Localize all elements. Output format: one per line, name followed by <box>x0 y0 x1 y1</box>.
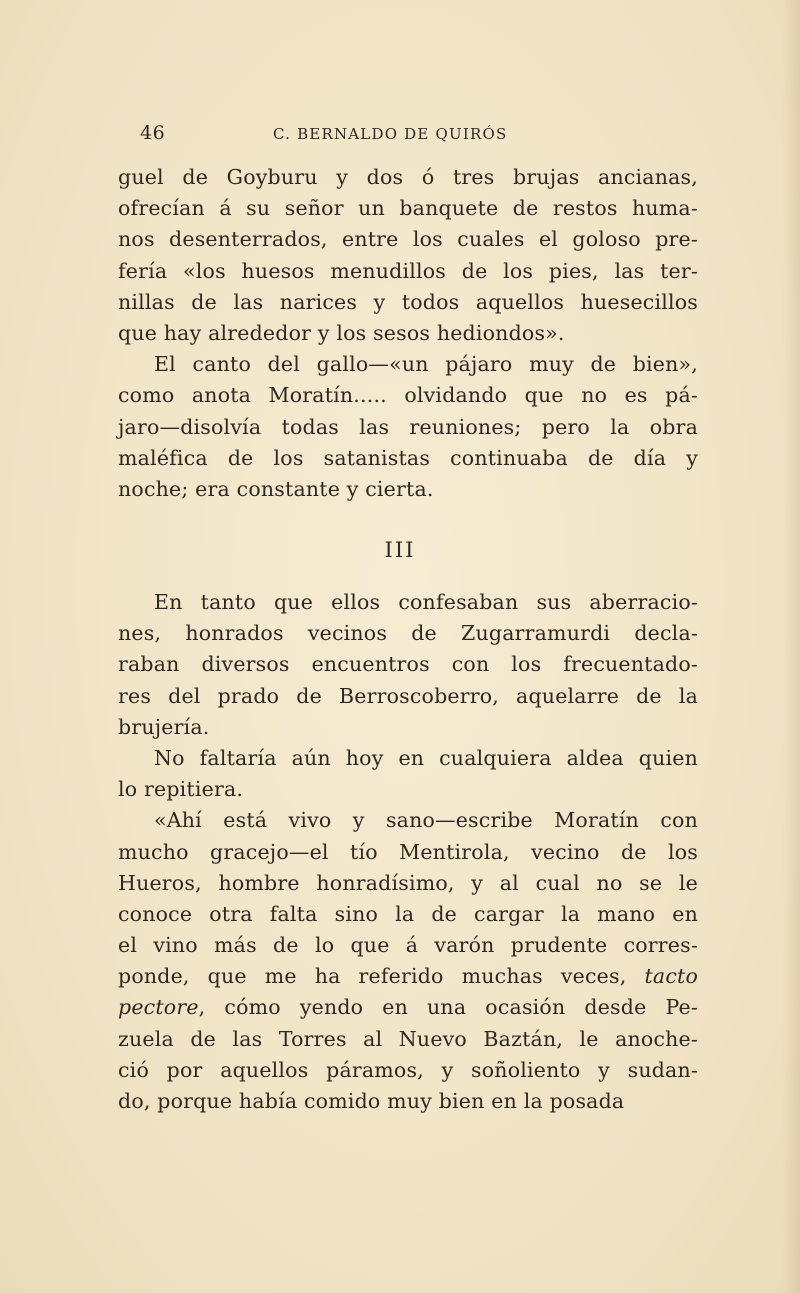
text-line: fería «los huesos menudillos de los pies, las ter- <box>118 258 698 283</box>
page-header <box>140 122 700 146</box>
text-block-1 <box>118 162 698 505</box>
italic-phrase: tacto <box>644 964 698 989</box>
text-line: El canto del gallo—«un pájaro muy de bien», <box>154 352 698 377</box>
text-line-with-italic <box>118 961 698 992</box>
text-line: mucho gracejo—el tío Mentirola, vecino de los <box>118 839 698 864</box>
text-line: ofrecían á su señor un banquete de restos huma- <box>118 196 698 221</box>
text-line: nillas de las narices y todos aquellos huesecillos <box>118 289 698 314</box>
text-line: nes, honrados vecinos de Zugarramurdi decla- <box>118 621 698 646</box>
section-heading: III <box>384 538 416 562</box>
text-line: res del prado de Berroscoberro, aquelarre de la <box>118 683 698 708</box>
text-line: noche; era constante y cierta. <box>118 476 434 501</box>
page-edge-shadow <box>782 0 800 1293</box>
text-line: ció por aquellos páramos, y soñoliento y sudan- <box>118 1057 698 1082</box>
text-block-2 <box>118 587 698 1117</box>
running-head: C. BERNALDO DE QUIRÓS <box>273 125 508 143</box>
text-line: como anota Moratín..... olvidando que no es pá- <box>118 383 698 408</box>
text-line-with-italic <box>118 992 698 1023</box>
text-line: jaro—disolvía todas las reuniones; pero la obra <box>118 414 698 439</box>
text-line: do, porque había comido muy bien en la posada <box>118 1089 625 1113</box>
text-line: En tanto que ellos confesaban sus aberracio- <box>154 590 698 614</box>
text-segment: ponde, que me ha referido muchas veces, <box>118 964 627 989</box>
page-number: 46 <box>140 122 166 144</box>
text-line: guel de Goyburu y dos ó tres brujas ancianas, <box>118 165 698 189</box>
text-line: Hueros, hombre honradísimo, y al cual no se le <box>118 870 698 895</box>
text-line: «Ahí está vivo y sano—escribe Moratín con <box>154 808 698 833</box>
text-line: que hay alrededor y los sesos hediondos». <box>118 320 565 345</box>
text-line: zuela de las Torres al Nuevo Baztán, le anoche- <box>118 1026 698 1051</box>
text-line: lo repitiera. <box>118 777 244 802</box>
text-segment: , cómo yendo en una ocasión desde Pe- <box>198 995 698 1020</box>
text-line: nos desenterrados, entre los cuales el goloso pre- <box>118 227 698 252</box>
text-line: brujería. <box>118 714 210 739</box>
text-line: maléfica de los satanistas continuaba de día y <box>118 445 698 470</box>
text-line: conoce otra falta sino la de cargar la mano en <box>118 901 698 926</box>
text-line: raban diversos encuentros con los frecuentado- <box>118 652 698 677</box>
italic-phrase: pectore <box>118 995 199 1020</box>
text-line: el vino más de lo que á varón prudente corres- <box>118 933 698 958</box>
text-line: No faltaría aún hoy en cualquiera aldea quien <box>154 745 698 770</box>
